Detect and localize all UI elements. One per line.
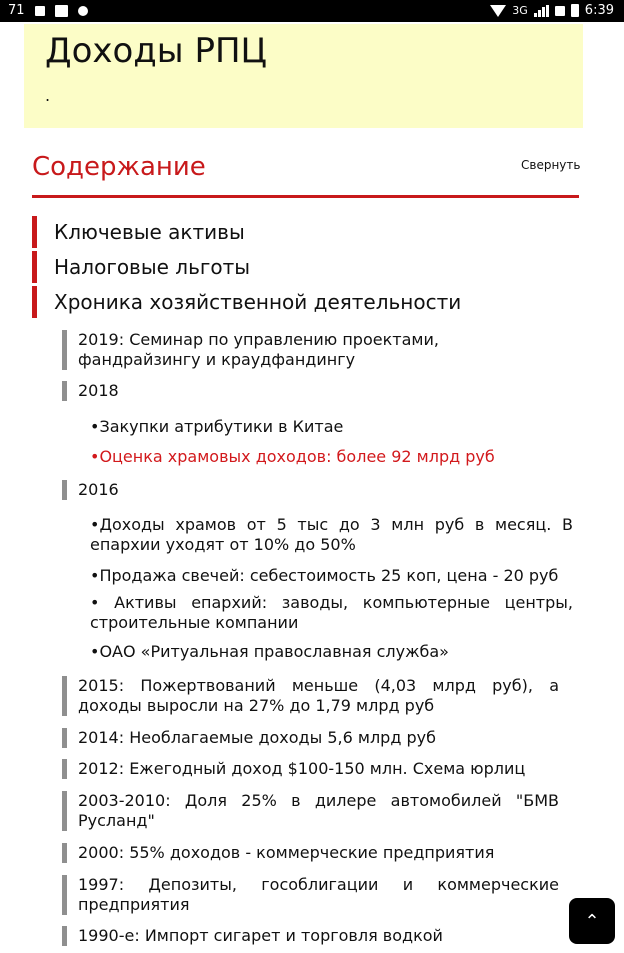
clock: 6:39 bbox=[584, 3, 614, 18]
toc-subitem-2012[interactable]: 2012: Ежегодный доход $100-150 млн. Схема юрлиц bbox=[62, 759, 559, 779]
page-title: Доходы РПЦ bbox=[45, 31, 267, 71]
toc-subitem-2015[interactable]: 2015: Пожертвований меньше (4,03 млрд руб), а доходы выросли на 27% до 1,79 млрд руб bbox=[62, 676, 559, 716]
scroll-top-button[interactable] bbox=[569, 898, 615, 944]
toc-collapse-link[interactable]: Свернуть bbox=[521, 158, 581, 172]
toc-subsubitem-2016-assets[interactable]: • Активы епархий: заводы, компьютерные центры, строительные компании bbox=[90, 593, 573, 632]
toc-subitem-2003-2010[interactable]: 2003-2010: Доля 25% в дилере автомобилей "БМВ Русланд" bbox=[62, 791, 559, 831]
toc-subsubitem-2016-candles[interactable]: •Продажа свечей: себестоимость 25 коп, цена - 20 руб bbox=[90, 566, 559, 585]
signal-icon bbox=[534, 5, 549, 17]
sim-icon bbox=[555, 6, 565, 16]
toc-title: Содержание bbox=[32, 152, 206, 182]
toc-subsubitem-2018-china[interactable]: •Закупки атрибутики в Китае bbox=[90, 417, 344, 436]
toc-subitem-2018[interactable]: 2018 bbox=[62, 381, 559, 401]
toc-item-chronicle[interactable]: Хроника хозяйственной деятельности bbox=[32, 286, 552, 318]
toc-divider bbox=[32, 195, 579, 198]
chevron-up-icon: ⌃ bbox=[584, 910, 600, 932]
toc-item-tax-benefits[interactable]: Налоговые льготы bbox=[32, 251, 552, 283]
notification-icon bbox=[35, 6, 45, 16]
wifi-icon bbox=[490, 5, 506, 17]
image-icon bbox=[55, 5, 68, 17]
toc-item-key-assets[interactable]: Ключевые активы bbox=[32, 216, 552, 248]
toc-subitem-1990s[interactable]: 1990-е: Импорт сигарет и торговля водкой bbox=[62, 926, 559, 946]
status-bar bbox=[0, 0, 624, 22]
network-type: 3G bbox=[512, 4, 528, 17]
toc-subitem-2014[interactable]: 2014: Необлагаемые доходы 5,6 млрд руб bbox=[62, 728, 559, 748]
status-bar-left bbox=[8, 3, 88, 18]
page-subtitle: . bbox=[45, 86, 51, 105]
toc-subsubitem-2018-income[interactable]: •Оценка храмовых доходов: более 92 млрд руб bbox=[90, 447, 495, 466]
battery-icon bbox=[571, 4, 579, 17]
toc-subitem-2000[interactable]: 2000: 55% доходов - коммерческие предприятия bbox=[62, 843, 559, 863]
search-icon bbox=[78, 6, 88, 16]
toc-subitem-2019[interactable]: 2019: Семинар по управлению проектами, фандрайзингу и краудфандингу bbox=[62, 330, 559, 370]
toc-subsubitem-2016-ritual[interactable]: •ОАО «Ритуальная православная служба» bbox=[90, 642, 449, 661]
toc-subitem-1997[interactable]: 1997: Депозиты, гособлигации и коммерческие предприятия bbox=[62, 875, 559, 915]
toc-subsubitem-2016-temples[interactable]: •Доходы храмов от 5 тыс до 3 млн руб в месяц. В епархии уходят от 10% до 50% bbox=[90, 515, 573, 554]
status-bar-right bbox=[490, 3, 614, 18]
toc-subitem-2016[interactable]: 2016 bbox=[62, 480, 559, 500]
page-header bbox=[24, 24, 583, 128]
notification-count: 71 bbox=[8, 3, 25, 18]
